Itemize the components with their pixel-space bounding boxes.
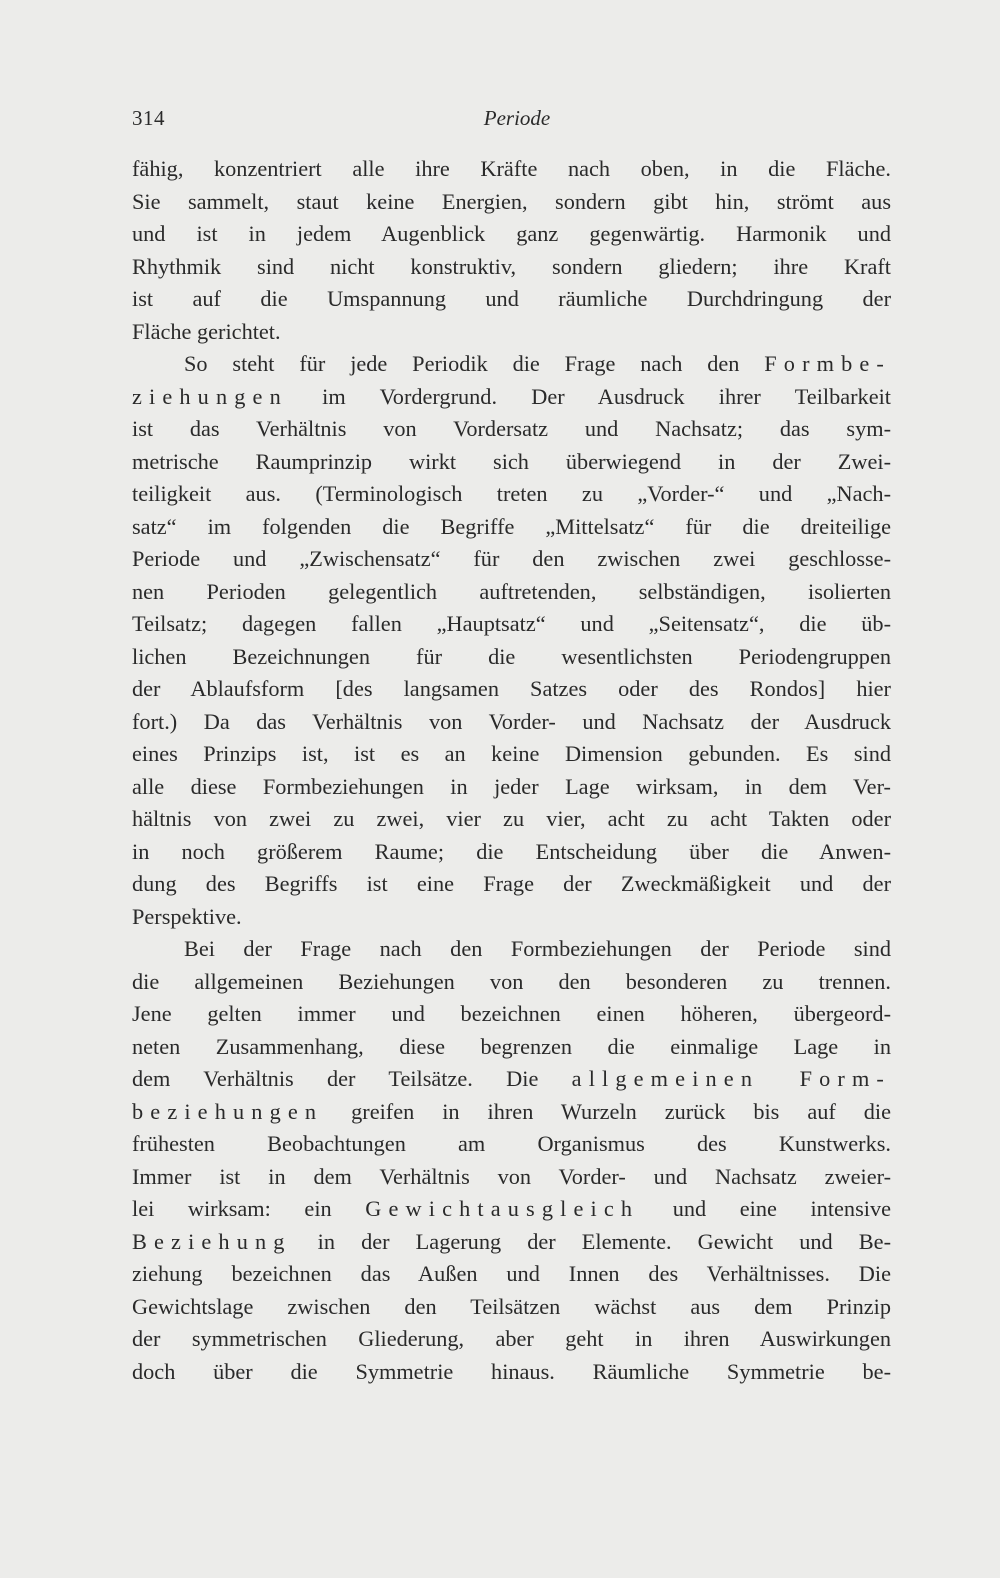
text-run: Periode und „Zwischensatz“ für den zwischen zwei geschlosse-: [132, 546, 891, 571]
text-run: Teilsatz; dagegen fallen „Hauptsatz“ und „Seitensatz“, die üb-: [132, 611, 891, 636]
text-line: [132, 673, 891, 706]
text-line: [132, 738, 891, 771]
text-line: [132, 1161, 891, 1194]
text-line: [132, 1258, 891, 1291]
page-header: [132, 106, 892, 140]
text-line: [132, 608, 891, 641]
text-line: [132, 641, 891, 674]
text-line: [132, 1096, 891, 1129]
body-text: [132, 153, 891, 1388]
text-run: lei wirksam: ein: [132, 1196, 366, 1221]
text-run: und ist in jedem Augenblick ganz gegenwärtig. Harmonik und: [132, 221, 891, 246]
text-run: eines Prinzips ist, ist es an keine Dimension gebunden. Es sind: [132, 741, 891, 766]
text-line: [132, 251, 891, 284]
text-line: [132, 1356, 891, 1389]
text-line: [132, 901, 891, 934]
text-run: ziehung bezeichnen das Außen und Innen des Verhältnisses. Die: [132, 1261, 891, 1286]
text-run: in der Lagerung der Elemente. Gewicht und Be-: [291, 1228, 891, 1254]
text-run: im Vordergrund. Der Ausdruck ihrer Teilbarkeit: [287, 383, 891, 409]
text-run: alle diese Formbeziehungen in jeder Lage wirksam, in dem Ver-: [132, 773, 891, 799]
spaced-emphasis: Formbe-: [764, 351, 891, 376]
text-run: doch über die Symmetrie hinaus. Räumliche Symmetrie be-: [132, 1358, 891, 1384]
text-run: lichen Bezeichnungen für die wesentlichsten Periodengruppen: [132, 643, 891, 669]
page-number: 314: [132, 106, 165, 130]
text-run: dung des Begriffs ist eine Frage der Zweckmäßigkeit und der: [132, 871, 891, 896]
text-line: [132, 478, 891, 511]
text-run: in noch größerem Raume; die Entscheidung über die Anwen-: [132, 838, 891, 864]
running-title: Periode: [483, 106, 551, 130]
text-line: [132, 1031, 891, 1064]
text-line: [132, 218, 891, 251]
spaced-emphasis: ziehungen: [132, 383, 288, 409]
text-line: [132, 186, 891, 219]
spaced-emphasis: Gewichtausgleich: [365, 1196, 640, 1221]
text-run: der Ablaufsform [des langsamen Satzes oder des Rondos] hier: [132, 676, 891, 701]
text-run: die allgemeinen Beziehungen von den besonderen zu trennen.: [132, 968, 891, 994]
text-run: Bei der Frage nach den Formbeziehungen der Periode sind: [184, 936, 891, 961]
text-run: ist auf die Umspannung und räumliche Durchdringung der: [132, 286, 891, 311]
text-line: [132, 706, 891, 739]
text-line: [132, 1226, 891, 1259]
text-run: fort.) Da das Verhältnis von Vorder- und Nachsatz der Ausdruck: [132, 708, 891, 734]
text-line: [132, 1063, 891, 1096]
text-run: neten Zusammenhang, diese begrenzen die einmalige Lage in: [132, 1033, 891, 1059]
text-run: nen Perioden gelegentlich auftretenden, selbständigen, isolierten: [132, 578, 891, 604]
text-line: [132, 836, 891, 869]
text-run: ist das Verhältnis von Vordersatz und Nachsatz; das sym-: [132, 416, 891, 441]
text-line: [132, 966, 891, 999]
text-line: [132, 1323, 891, 1356]
text-line: [132, 413, 891, 446]
text-line: [132, 446, 891, 479]
text-line: [132, 316, 891, 349]
text-line: [132, 348, 891, 381]
text-line: [132, 153, 891, 186]
text-run: So steht für jede Periodik die Frage nach den: [184, 351, 765, 376]
spaced-emphasis: beziehungen: [132, 1098, 324, 1124]
text-line: [132, 771, 891, 804]
text-run: teiligkeit aus. (Terminologisch treten zu „Vorder-“ und „Nach-: [132, 481, 891, 506]
text-line: [132, 933, 891, 966]
text-run: dem Verhältnis der Teilsätze. Die: [132, 1066, 572, 1091]
text-run: greifen in ihren Wurzeln zurück bis auf die: [323, 1098, 891, 1124]
text-line: [132, 543, 891, 576]
spaced-emphasis: allgemeinen Form-: [571, 1066, 891, 1091]
text-run: Gewichtslage zwischen den Teilsätzen wächst aus dem Prinzip: [132, 1293, 891, 1319]
text-run: Sie sammelt, staut keine Energien, sondern gibt hin, strömt aus: [132, 188, 891, 214]
text-line: [132, 1291, 891, 1324]
text-line: [132, 511, 891, 544]
text-run: Jene gelten immer und bezeichnen einen höheren, übergeord-: [132, 1001, 891, 1026]
text-line: [132, 283, 891, 316]
text-run: satz“ im folgenden die Begriffe „Mittelsatz“ für die dreiteilige: [132, 513, 891, 539]
text-run: Immer ist in dem Verhältnis von Vorder- und Nachsatz zweier-: [132, 1163, 891, 1189]
text-line: [132, 576, 891, 609]
text-run: und eine intensive: [639, 1196, 891, 1221]
text-run: metrische Raumprinzip wirkt sich überwiegend in der Zwei-: [132, 448, 891, 474]
text-run: der symmetrischen Gliederung, aber geht in ihren Auswirkungen: [132, 1326, 891, 1351]
text-line: [132, 381, 891, 414]
text-run: Fläche gerichtet.: [132, 318, 281, 344]
text-line: [132, 998, 891, 1031]
text-line: [132, 868, 891, 901]
text-run: fähig, konzentriert alle ihre Kräfte nach oben, in die Fläche.: [132, 156, 891, 181]
text-run: Rhythmik sind nicht konstruktiv, sondern gliedern; ihre Kraft: [132, 253, 891, 279]
spaced-emphasis: Beziehung: [132, 1228, 292, 1254]
text-run: frühesten Beobachtungen am Organismus des Kunstwerks.: [132, 1131, 891, 1156]
text-run: hältnis von zwei zu zwei, vier zu vier, acht zu acht Takten oder: [132, 806, 891, 831]
text-line: [132, 1193, 891, 1226]
text-line: [132, 1128, 891, 1161]
text-run: Perspektive.: [132, 903, 242, 929]
text-line: [132, 803, 891, 836]
